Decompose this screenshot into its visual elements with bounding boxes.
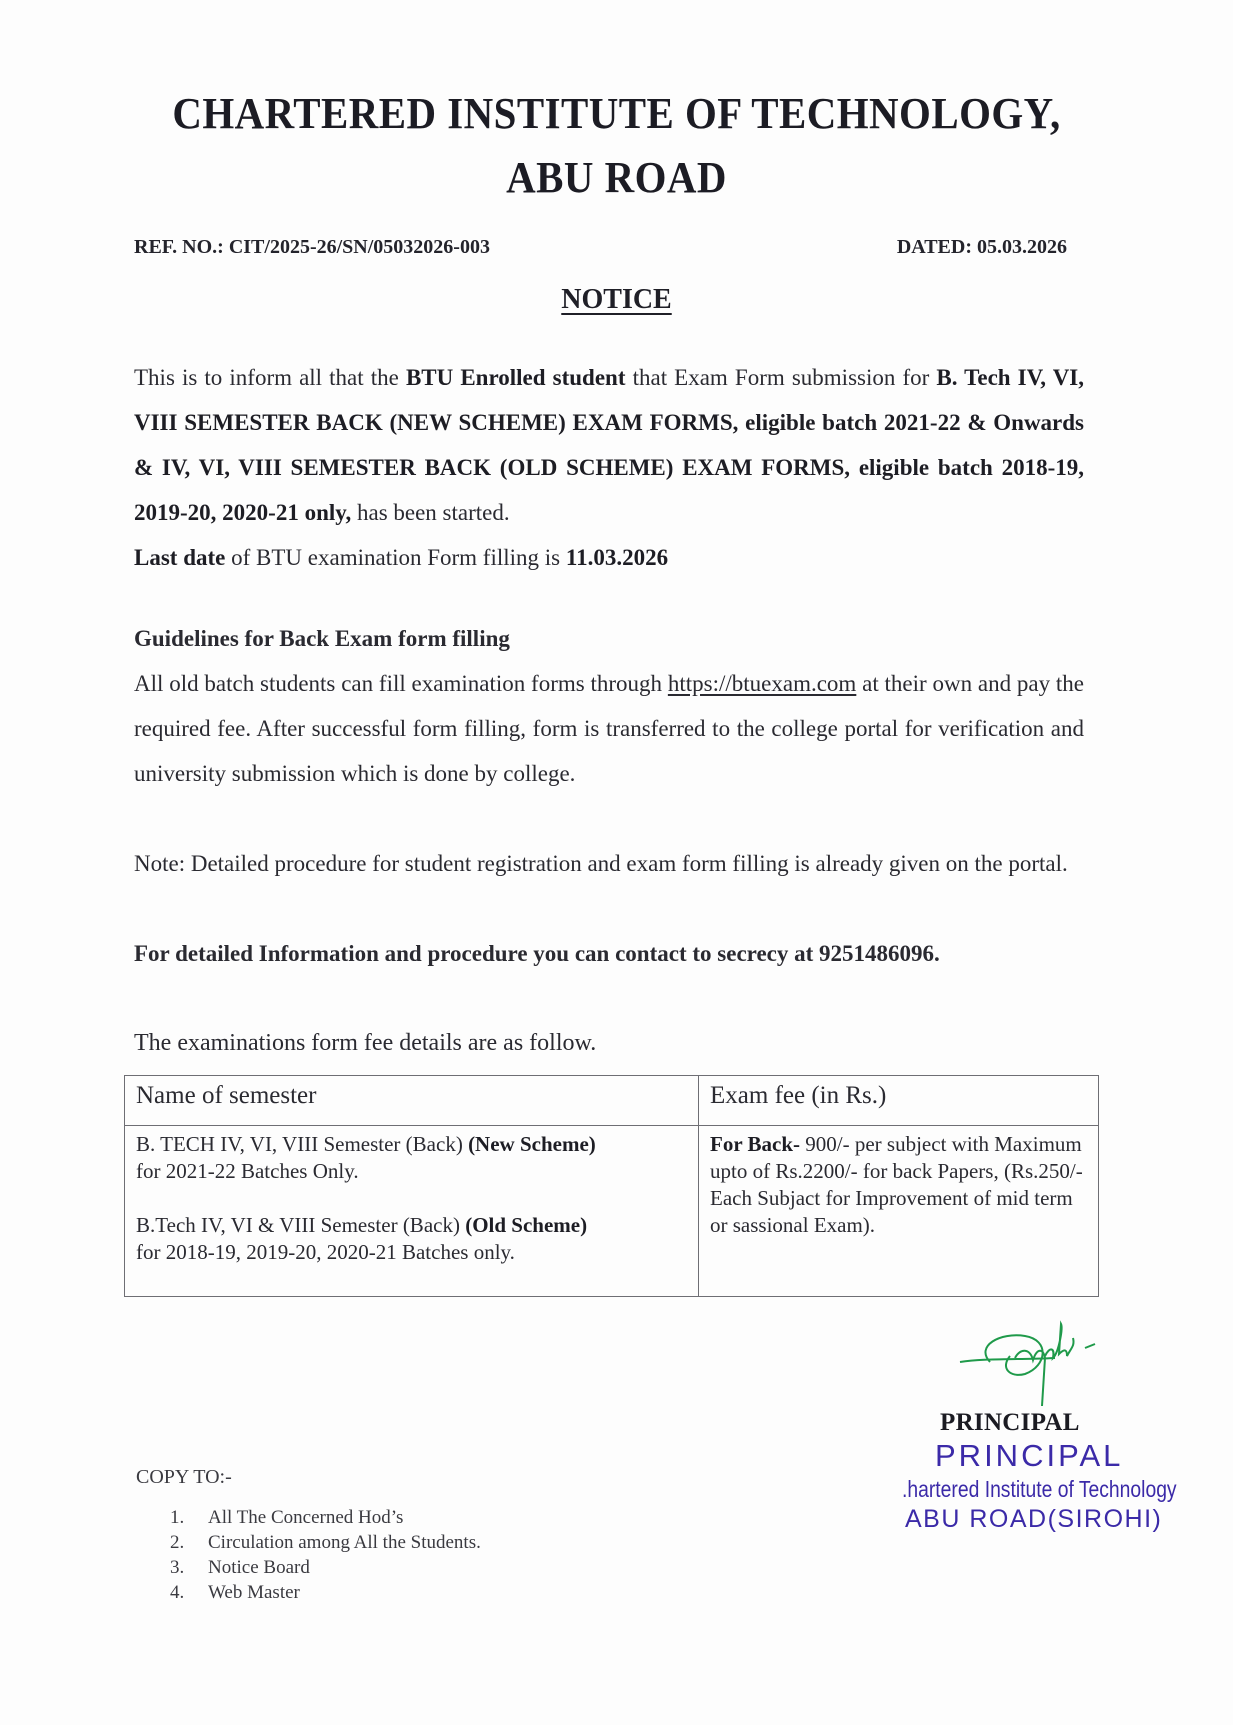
- scheme-label: (New Scheme): [468, 1132, 596, 1156]
- last-date-line: [134, 535, 1084, 580]
- semester-entry-old: [136, 1212, 687, 1266]
- semester-name: B.Tech IV, VI & VIII Semester (Back): [136, 1213, 466, 1237]
- note-paragraph: Note: Detailed procedure for student registration and exam form filling is already given on the portal.: [134, 851, 1068, 876]
- batch-info: for 2021-22 Batches Only.: [136, 1159, 359, 1183]
- item-number: 3.: [170, 1557, 185, 1578]
- item-text: All The Concerned Hod’s: [208, 1507, 404, 1528]
- intro-emphasis: BTU Enrolled student: [405, 365, 626, 390]
- stamp-location: ABU ROAD(SIROHI): [905, 1505, 1163, 1533]
- stamp-principal: PRINCIPAL: [935, 1438, 1124, 1473]
- header-exam-fee: Exam fee (in Rs.): [699, 1076, 1099, 1126]
- fee-detail: 900/- per subject with Maximum upto of Rs.2200/- for back Papers, (Rs.250/- Each Subjact for Improvement of mid term or sassional Exam).: [710, 1132, 1083, 1237]
- item-text: Notice Board: [208, 1557, 310, 1578]
- notice-date: DATED: 05.03.2026: [896, 236, 1067, 258]
- guidelines-text: All old batch students can fill examination forms through: [134, 671, 668, 696]
- item-text: Web Master: [208, 1582, 300, 1603]
- principal-designation: PRINCIPAL: [940, 1409, 1080, 1436]
- last-date-value: 11.03.2026: [565, 545, 669, 570]
- guidelines-text: at their own and pay the required fee. After successful form filling, form is transferred to the college portal for verification and university submission which is done by college.: [134, 671, 1085, 786]
- copy-to-list: [170, 1505, 481, 1605]
- guidelines-heading: Guidelines for Back Exam form filling: [134, 626, 510, 651]
- intro-paragraph: [134, 355, 1084, 535]
- table-row: [125, 1126, 1099, 1297]
- header-semester: Name of semester: [125, 1076, 699, 1126]
- fee-table-header: [125, 1076, 1099, 1126]
- guidelines-paragraph: [134, 661, 1084, 796]
- item-number: 4.: [170, 1582, 185, 1603]
- batch-info: for 2018-19, 2019-20, 2020-21 Batches only.: [136, 1240, 515, 1264]
- institute-name: CHARTERED INSTITUTE OF TECHNOLOGY,: [172, 89, 1061, 138]
- intro-text: has been started.: [351, 500, 510, 525]
- fee-cell: [699, 1126, 1099, 1297]
- contact-paragraph: For detailed Information and procedure you can contact to secrecy at 9251486096.: [134, 941, 940, 966]
- fee-table: [124, 1075, 1099, 1297]
- exam-forms-detail: B. Tech IV, VI, VIII SEMESTER BACK (NEW SCHEME) EXAM FORMS, eligible batch 2021-22 & Onwards & IV, VI, VIII SEMESTER BACK (OLD SCHEME) EXAM FORMS, eligible batch 2018-19, 2019-20, 2020-21 only,: [134, 365, 1085, 525]
- fee-intro: The examinations form fee details are as follow.: [134, 1030, 597, 1056]
- signature-icon: [955, 1318, 1115, 1410]
- reference-number: REF. NO.: CIT/2025-26/SN/05032026-003: [134, 236, 490, 258]
- fee-label: For Back-: [710, 1132, 801, 1156]
- item-number: 2.: [170, 1532, 185, 1553]
- item-text: Circulation among All the Students.: [208, 1532, 481, 1553]
- list-item: [170, 1580, 481, 1605]
- stamp-institute: .hartered Institute of Technology: [902, 1476, 1177, 1502]
- institute-location: ABU ROAD: [506, 153, 727, 202]
- copy-to-heading: COPY TO:-: [136, 1466, 232, 1488]
- semester-cell: [125, 1126, 699, 1297]
- semester-name: B. TECH IV, VI, VIII Semester (Back): [136, 1132, 469, 1156]
- list-item: [170, 1555, 481, 1580]
- notice-heading: NOTICE: [561, 284, 672, 315]
- signature-block: [880, 1408, 1220, 1534]
- btuexam-link[interactable]: https://btuexam.com: [667, 671, 857, 696]
- list-item: [170, 1505, 481, 1530]
- last-date-label: Last date: [134, 545, 226, 570]
- intro-text: that Exam Form submission for: [625, 365, 937, 390]
- item-number: 1.: [170, 1507, 185, 1528]
- scheme-label: (Old Scheme): [465, 1213, 588, 1237]
- intro-text: This is to inform all that the: [134, 365, 406, 390]
- last-date-text: of BTU examination Form filling is: [225, 545, 566, 570]
- semester-entry-new: [136, 1131, 687, 1185]
- list-item: [170, 1530, 481, 1555]
